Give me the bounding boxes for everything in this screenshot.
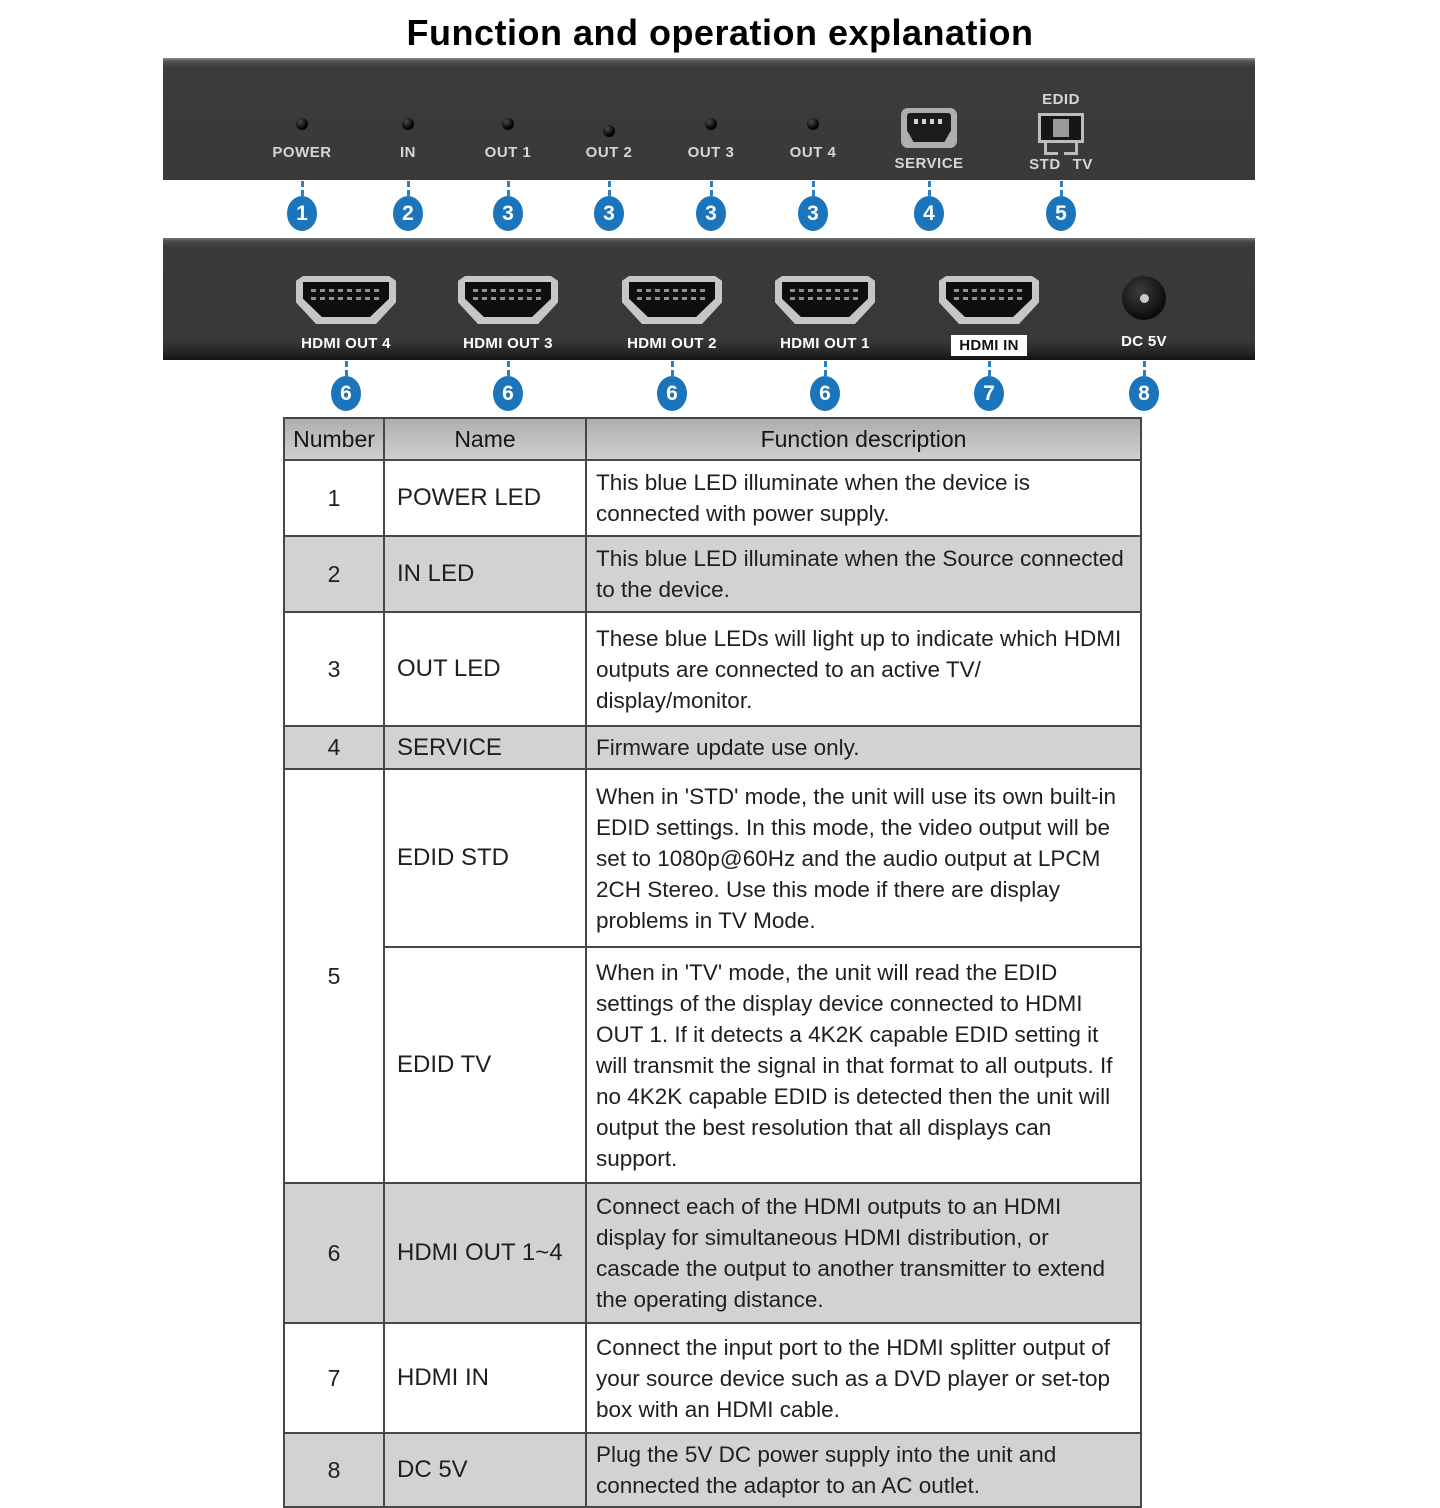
hdmi-port-icon <box>296 276 396 324</box>
function-table <box>283 417 1142 1508</box>
callout-number: 6 <box>657 376 687 411</box>
hdmi-out3-port-group <box>433 276 583 352</box>
callout-number: 3 <box>696 196 726 231</box>
hdmi-out2-label: HDMI OUT 2 <box>627 335 717 352</box>
out1-led-icon <box>502 118 514 130</box>
hdmi-out4-port-group <box>271 276 421 352</box>
callout-hdmi-out2 <box>655 361 689 411</box>
callout-number: 4 <box>914 196 944 231</box>
device-back-panel <box>163 238 1255 360</box>
hdmi-out2-port-group <box>597 276 747 352</box>
row-description: This blue LED illuminate when the device is connected with power supply. <box>586 460 1141 536</box>
callout-edid <box>1044 181 1078 231</box>
out4-led-label: OUT 4 <box>789 144 837 161</box>
edid-slide-switch-icon <box>1038 113 1084 143</box>
row-description: When in 'STD' mode, the unit will use its own built-in EDID settings. In this mode, the video output will be set to 1080p@60Hz and the audio output at LPCM 2CH Stereo. Use this mode if there are display problems in TV Mode. <box>586 769 1141 947</box>
callout-hdmi-out3 <box>491 361 525 411</box>
hdmi-in-port-group <box>914 276 1064 356</box>
callout-hdmi-out1 <box>808 361 842 411</box>
device-front-panel <box>163 58 1255 180</box>
row-description: This blue LED illuminate when the Source connected to the device. <box>586 536 1141 612</box>
edid-positions <box>1029 156 1093 173</box>
hdmi-out4-label: HDMI OUT 4 <box>301 335 391 352</box>
callout-number: 3 <box>594 196 624 231</box>
edid-std-label: STD <box>1029 156 1061 173</box>
callout-dc-5v <box>1127 361 1161 411</box>
in-led-icon <box>402 118 414 130</box>
row-name: SERVICE <box>384 726 586 769</box>
row-name: POWER LED <box>384 460 586 536</box>
out3-led-icon <box>705 118 717 130</box>
callout-number: 2 <box>393 196 423 231</box>
callout-power <box>285 181 319 231</box>
table-row <box>284 612 1141 726</box>
table-row <box>284 460 1141 536</box>
page-title: Function and operation explanation <box>406 12 1034 53</box>
callout-in <box>391 181 425 231</box>
callout-service <box>912 181 946 231</box>
callout-out3 <box>694 181 728 231</box>
dc-5v-label: DC 5V <box>1121 333 1167 350</box>
row-number: 3 <box>284 612 384 726</box>
out4-led-icon <box>807 118 819 130</box>
callout-number: 6 <box>493 376 523 411</box>
row-number: 6 <box>284 1183 384 1323</box>
out3-led-label: OUT 3 <box>687 144 735 161</box>
service-port-group <box>869 108 989 172</box>
table-row <box>284 769 1141 947</box>
row-description: Connect each of the HDMI outputs to an HDMI display for simultaneous HDMI distribution, or cascade the output to another transmitter to extend the operating distance. <box>586 1183 1141 1323</box>
row-description: Connect the input port to the HDMI splitter output of your source device such as a DVD player or set-top box with an HDMI cable. <box>586 1323 1141 1433</box>
mini-usb-port-icon <box>901 108 957 148</box>
callout-number: 7 <box>974 376 1004 411</box>
power-led-icon <box>296 118 308 130</box>
led-power <box>242 118 362 161</box>
dc-power-port-group <box>1069 276 1219 350</box>
table-header-row <box>284 418 1141 460</box>
hdmi-port-icon <box>458 276 558 324</box>
out1-led-label: OUT 1 <box>484 144 532 161</box>
hdmi-out1-label: HDMI OUT 1 <box>780 335 870 352</box>
led-out4 <box>753 118 873 161</box>
row-description: These blue LEDs will light up to indicate which HDMI outputs are connected to an active TV/ display/monitor. <box>586 612 1141 726</box>
callout-out1 <box>491 181 525 231</box>
edid-switch-legs <box>1038 143 1084 153</box>
hdmi-port-icon <box>622 276 722 324</box>
callout-number: 8 <box>1129 376 1159 411</box>
power-led-label: POWER <box>272 144 332 161</box>
hdmi-port-icon <box>775 276 875 324</box>
callout-out2 <box>592 181 626 231</box>
table-row <box>284 1183 1141 1323</box>
row-number: 2 <box>284 536 384 612</box>
callout-number: 6 <box>331 376 361 411</box>
callout-out4 <box>796 181 830 231</box>
table-row <box>284 1433 1141 1507</box>
row-number: 7 <box>284 1323 384 1433</box>
service-label: SERVICE <box>894 155 964 172</box>
row-number: 8 <box>284 1433 384 1507</box>
callout-number: 5 <box>1046 196 1076 231</box>
hdmi-out1-port-group <box>750 276 900 352</box>
header-number: Number <box>284 418 384 460</box>
header-name: Name <box>384 418 586 460</box>
hdmi-out3-label: HDMI OUT 3 <box>463 335 553 352</box>
row-description: When in 'TV' mode, the unit will read the EDID settings of the display device connected to HDMI OUT 1. If it detects a 4K2K capable EDID setting it will transmit the signal in that format to all outputs. If no 4K2K capable EDID is detected then the unit will output the best resolution that all displays can support. <box>586 947 1141 1183</box>
row-number: 1 <box>284 460 384 536</box>
out2-led-label: OUT 2 <box>585 144 633 161</box>
callout-number: 3 <box>798 196 828 231</box>
table-row <box>284 1323 1141 1433</box>
callout-hdmi-in <box>972 361 1006 411</box>
row-name: OUT LED <box>384 612 586 726</box>
callout-number: 6 <box>810 376 840 411</box>
hdmi-port-icon <box>939 276 1039 324</box>
row-name: DC 5V <box>384 1433 586 1507</box>
row-description: Firmware update use only. <box>586 726 1141 769</box>
callout-number: 1 <box>287 196 317 231</box>
table-row <box>284 726 1141 769</box>
row-description: Plug the 5V DC power supply into the unit and connected the adaptor to an AC outlet. <box>586 1433 1141 1507</box>
edid-switch-knob <box>1053 119 1069 137</box>
table-row <box>284 536 1141 612</box>
row-name: EDID TV <box>384 947 586 1183</box>
hdmi-in-label: HDMI IN <box>951 335 1027 356</box>
in-led-label: IN <box>400 144 416 161</box>
out2-led-icon <box>603 125 615 137</box>
row-number: 5 <box>284 769 384 1183</box>
table-row <box>284 947 1141 1183</box>
dc-barrel-jack-icon <box>1122 276 1166 320</box>
edid-tv-label: TV <box>1072 156 1093 173</box>
edid-label: EDID <box>1042 91 1080 108</box>
callout-number: 3 <box>493 196 523 231</box>
row-number: 4 <box>284 726 384 769</box>
callout-hdmi-out4 <box>329 361 363 411</box>
row-name: HDMI IN <box>384 1323 586 1433</box>
edid-switch-group <box>996 91 1126 173</box>
row-name: IN LED <box>384 536 586 612</box>
header-function-description: Function description <box>586 418 1141 460</box>
row-name: EDID STD <box>384 769 586 947</box>
row-name: HDMI OUT 1~4 <box>384 1183 586 1323</box>
